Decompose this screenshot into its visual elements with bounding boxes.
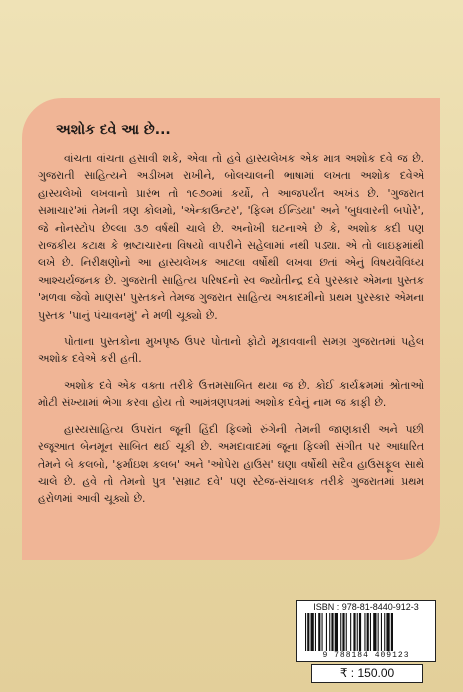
barcode-bar [359,613,361,651]
barcode-icon [303,613,431,651]
barcode-bar [318,613,320,651]
barcode-bar [307,613,309,651]
barcode-bar [378,613,379,651]
barcode-bar [346,613,347,651]
blurb-paragraph-2: પોતાના પુસ્તકોના મુખપૃષ્ઠ ઉપર પોતાનો ફોટો મૂકાવવાની સમગ્ર ગુજરાતમાં પહેલ અશોક દવેએ કરી હતી. [38,335,424,366]
blurb-paragraph-1: વાંચતા વાંચતા હસાવી શકે, એવા તો હવે હાસ્યલેખક એક માત્ર અશોક દવે જ છે. ગુજરાતી સાહિત્યને અડીખમ રાખીને, બોલચાલની ભાષામાં લખતા અશોક દવેએ હાસ્યલેખો લખવાનો પ્રારંભ તો ૧૯૭૦માં કર્યો, તે આજપર્યંત અખંડ છે. 'ગુજરાત સમાચાર'માં તેમની ત્રણ કોલમો, 'એન્કાઉન્ટર', 'ફિલ્મ ઈન્ડિયા' અને 'બુધવારની બપોરે', જે નોનસ્ટોપ છેલ્લા ૩૭ વર્ષથી ચાલે છે. અનોખી ઘટનાએ છે કે, અશોક કદી પણ રાજકીય કટાક્ષ કે ભ્રષ્ટાચારના વિષયો વાપરીને સહેલામાં નથી પડ્યા. એ તો લાઇફમાંથી લખે છે. નિરીક્ષણોનો આ હાસ્યલેખક આટલા વર્ષોથી લખવા છતાં એનું વિષયવૈવિધ્ય આશ્ચર્યજનક છે. ગુજરાતી સાહિત્ય પરિષદનો સ્વ જ્યોતીન્દ્ર દવે પુરસ્કાર એમના પુસ્તક 'મળવા જેવો માણસ' પુસ્તકને તેમજ ગુજરાત સાહિત્ય અકાદમીનો પ્રથમ પુરસ્કાર એમના પુસ્તક 'પાનું પંચાવનમું' ને મળી ચૂક્યો છે. [38,152,424,322]
barcode-bar [342,613,344,651]
blurb-paragraph-4: હાસ્યસાહિત્ય ઉપરાંત જૂની હિંદી ફિલ્મો રુંગેની તેમની જાણકારી અને પછી રજૂઆત બેનમૂન સાબિત થઈ ચૂકી છે. અમદાવાદમાં જૂના ફિલ્મી સંગીત પર આધારિત તેમને બે કલબો, 'ફર્માઇશ કલબ' અને 'ઓપેરા હાઉસ' ઘણા વર્ષોથી સદૈવ હાઉસફૂલ સાથે ચાલે છે. હવે તો તેમનો પુત્ર 'સમ્રાટ દવે' પણ સ્ટેજ-સંચાલક તરીકે ગુજરાતમાં પ્રથમ હરોળમાં આવી ચૂક્યો છે. [38,422,424,506]
barcode-bar [331,613,333,651]
barcode-bar [384,613,385,651]
blurb-paragraph-3: અશોક દવે એક વક્તા તરીકે ઉત્તમસાબિત થયા જ છે. કોઈ કાર્યક્રમમાં શ્રોતાઓ મોટી સંખ્યામાં ભેગા કરવા હોય તો આમંત્રણપત્રમાં અશોક દવેનું નામ જ કાફી છે. [38,378,424,410]
isbn-barcode-box [296,600,436,662]
barcode-bar [340,613,341,651]
blurb-heading: અશોક દવે આ છે... [56,122,171,138]
author-blurb-panel [22,98,440,560]
price-tag: ₹ : 150.00 [311,664,423,683]
barcode-bar [329,613,330,651]
barcode-bar [353,613,355,651]
isbn-label: ISBN : 978-81-8440-912-3 [313,602,419,612]
barcode-bar [311,613,314,651]
barcode-bar [350,613,351,651]
barcode-bar [391,613,393,651]
barcode-bar [373,613,376,651]
barcode-bar [305,613,306,651]
barcode-bar [326,613,327,651]
barcode-bar [386,613,389,651]
barcode-number: 9 788184 409123 [297,651,435,660]
barcode-bar [367,613,369,651]
barcode-bar [335,613,338,651]
barcode-bar [322,613,323,651]
barcode-bar [315,613,316,651]
barcode-bar [381,613,382,651]
barcode-bar [364,613,365,651]
barcode-bar [370,613,371,651]
barcode-bar [357,613,358,651]
